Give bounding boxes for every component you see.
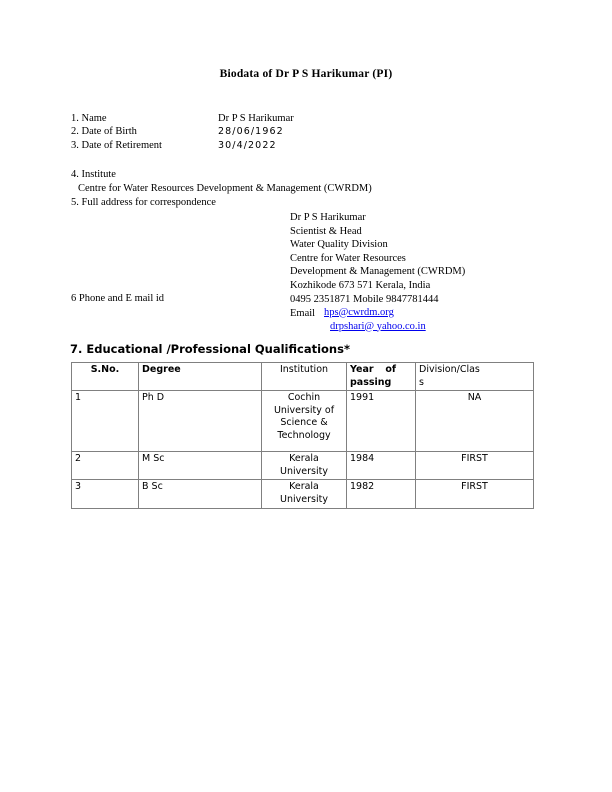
cell-year: 1982	[347, 480, 416, 508]
field-label-institute: 4. Institute	[71, 169, 116, 180]
cell-degree: B Sc	[139, 480, 262, 508]
cell-degree: Ph D	[139, 391, 262, 452]
cell-division: FIRST	[416, 480, 534, 508]
address-line-name: Dr P S Harikumar	[290, 212, 366, 223]
field-value-date-of-birth: 28/06/1962	[218, 126, 284, 137]
section-heading-qualifications: 7. Educational /Professional Qualifications*	[70, 342, 350, 356]
table-row	[72, 480, 534, 508]
column-header-year-of-passing	[347, 363, 416, 391]
address-line-city: Kozhikode 673 571 Kerala, India	[290, 280, 431, 291]
cell-sno: 1	[72, 391, 139, 452]
cell-degree: M Sc	[139, 452, 262, 480]
field-label-date-of-retirement: 3. Date of Retirement	[71, 140, 162, 151]
field-label-contact: 6 Phone and E mail id	[71, 293, 165, 304]
cell-institution: Kerala University	[262, 480, 347, 508]
field-value-date-of-retirement: 30/4/2022	[218, 140, 277, 151]
field-value-name: Dr P S Harikumar	[218, 113, 294, 124]
address-line-division: Water Quality Division	[290, 239, 388, 251]
table-row	[72, 452, 534, 480]
contact-phone-value: 0495 2351871 Mobile 9847781444	[290, 294, 439, 305]
column-header-sno: S.No.	[72, 363, 139, 391]
column-header-division-class	[416, 363, 534, 391]
email-link-primary[interactable]: hps@cwrdm.org	[324, 306, 394, 318]
column-header-year-line1: Year of	[350, 364, 396, 375]
cell-year: 1984	[347, 452, 416, 480]
cell-division: FIRST	[416, 452, 534, 480]
field-label-name: 1. Name	[71, 113, 107, 124]
field-value-institute: Centre for Water Resources Development & Management (CWRDM)	[78, 183, 372, 194]
address-line-department: Development & Management (CWRDM)	[290, 266, 466, 278]
cell-sno: 3	[72, 480, 139, 508]
address-line-designation: Scientist & Head	[290, 225, 362, 237]
cell-year: 1991	[347, 391, 416, 452]
column-header-degree: Degree	[139, 363, 262, 391]
column-header-institution: Institution	[262, 363, 347, 391]
address-line-centre: Centre for Water Resources	[290, 252, 406, 264]
page-title: Biodata of Dr P S Harikumar (PI)	[219, 68, 393, 80]
qualifications-table	[71, 362, 534, 509]
column-header-year-line2: passing	[350, 376, 392, 388]
field-label-date-of-birth: 2. Date of Birth	[71, 126, 137, 137]
email-link-secondary[interactable]: drpshari@ yahoo.co.in	[330, 320, 426, 332]
table-row	[72, 391, 534, 452]
field-label-correspondence: 5. Full address for correspondence	[71, 197, 216, 208]
column-header-division-line2: s	[419, 376, 424, 388]
cell-institution: Kerala University	[262, 452, 347, 480]
email-label: Email	[290, 307, 316, 319]
column-header-division-line1: Division/Clas	[419, 364, 480, 375]
table-header-row	[72, 363, 534, 391]
cell-division: NA	[416, 391, 534, 452]
cell-institution: Cochin University of Science & Technology	[262, 391, 347, 452]
cell-sno: 2	[72, 452, 139, 480]
